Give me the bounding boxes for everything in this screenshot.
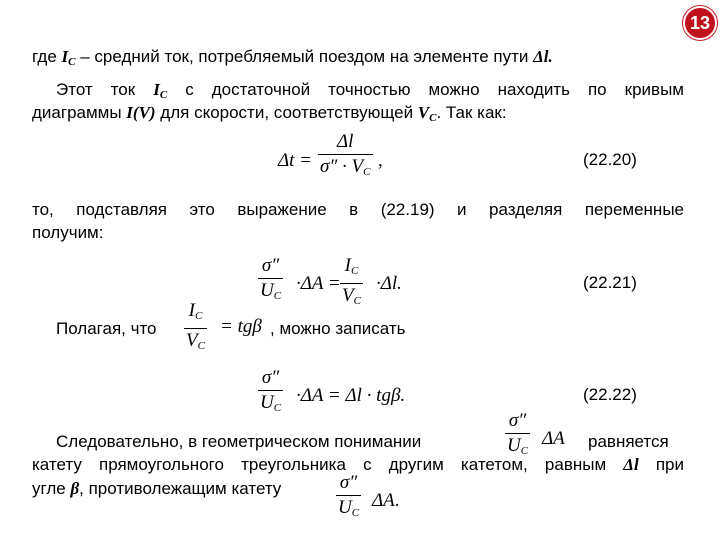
paragraph-1-line-b bbox=[32, 102, 507, 129]
text-segment: катету прямоугольного треугольника с другим катетом, равным bbox=[32, 455, 624, 474]
eq22-fraction bbox=[258, 367, 283, 419]
math-var: I bbox=[153, 80, 160, 99]
text-segment: с достаточной точностью можно находить по кривым bbox=[167, 80, 684, 99]
polagaya-text-2: , можно записать bbox=[270, 319, 406, 338]
eq21-f1-denominator bbox=[258, 280, 283, 307]
eq22-number: (22.22) bbox=[583, 385, 637, 404]
text-segment: угле bbox=[32, 479, 71, 498]
paragraph-2-line-a: то, подставляя это выражение в (22.19) и разделяя переменные bbox=[32, 200, 684, 219]
fraction-bar bbox=[318, 154, 373, 155]
eq20-comma: , bbox=[378, 150, 383, 171]
text-segment: для скорости, соответствующей bbox=[155, 103, 418, 122]
math-var: β bbox=[70, 479, 80, 498]
eq20-lhs: Δt = bbox=[278, 150, 313, 171]
polagaya-text: Полагая, что bbox=[56, 319, 157, 338]
math-sub: C bbox=[273, 290, 282, 302]
eq21-f2-denominator bbox=[340, 285, 363, 312]
math-sub: C bbox=[353, 295, 361, 307]
eq21-fraction-2 bbox=[340, 255, 363, 312]
polagaya-fraction bbox=[184, 300, 207, 357]
math-sub: C bbox=[520, 445, 529, 457]
text-segment: диаграммы bbox=[32, 103, 127, 122]
math-var: I bbox=[61, 47, 69, 66]
math-var: I bbox=[344, 255, 351, 276]
text-segment: при bbox=[638, 455, 684, 474]
text-segment: где bbox=[32, 47, 62, 66]
paragraph-2-line-b: получим: bbox=[32, 223, 104, 242]
eq21-f2-numerator bbox=[340, 255, 363, 282]
math-var: U bbox=[260, 392, 274, 413]
fraction-bar bbox=[258, 390, 283, 391]
math-sub: C bbox=[197, 340, 205, 352]
polagaya-numerator bbox=[184, 300, 207, 327]
text-segment: , противолежащим катету bbox=[79, 479, 282, 498]
math-sub: С bbox=[68, 56, 76, 68]
paragraph-3-line-a-end: равняется bbox=[588, 432, 669, 451]
math-var: ΔA bbox=[372, 490, 395, 511]
math-var: U bbox=[507, 435, 521, 456]
fraction-bar bbox=[336, 495, 361, 496]
math-var: V bbox=[351, 156, 364, 177]
para3-f1-numerator: σ″ bbox=[508, 410, 527, 431]
text-segment: Этот ток bbox=[56, 80, 154, 99]
page-number-badge: 13 bbox=[683, 6, 717, 40]
math-var: V bbox=[417, 103, 430, 122]
math-var: V bbox=[186, 330, 198, 351]
fraction-bar bbox=[258, 278, 283, 279]
math-var: U bbox=[338, 497, 352, 518]
para3-delta-a-1: ΔA bbox=[542, 428, 565, 449]
para3-delta-a-2 bbox=[372, 490, 400, 512]
polagaya-equals: = tgβ bbox=[220, 316, 262, 337]
eq21-f1-numerator: σ″ bbox=[261, 255, 280, 276]
paragraph-3-line-c bbox=[32, 478, 281, 500]
eq20-fraction bbox=[318, 131, 373, 183]
para3-f2-denominator bbox=[336, 497, 361, 524]
math-sub: C bbox=[194, 310, 203, 322]
eq22-numerator: σ″ bbox=[261, 367, 280, 388]
math-sub: C bbox=[351, 507, 360, 519]
fraction-bar bbox=[340, 283, 363, 284]
eq21-tail: ·Δl. bbox=[376, 273, 402, 294]
math-var: I(V) bbox=[126, 103, 156, 122]
eq20-denominator bbox=[318, 156, 373, 183]
eq21-number: (22.21) bbox=[583, 273, 637, 292]
math-var: Δl. bbox=[533, 47, 553, 66]
math-var: V bbox=[342, 285, 354, 306]
math-op: . bbox=[394, 490, 400, 511]
eq20-number: (22.20) bbox=[583, 150, 637, 169]
math-sub: С bbox=[159, 89, 168, 101]
eq21-middle: ·ΔA = bbox=[296, 273, 341, 294]
para3-f2-numerator: σ″ bbox=[339, 472, 358, 493]
math-var: I bbox=[188, 300, 195, 321]
fraction-bar bbox=[505, 433, 530, 434]
math-var: Δl bbox=[623, 455, 639, 474]
math-sub: C bbox=[273, 402, 282, 414]
math-op: · bbox=[337, 156, 352, 177]
fraction-bar bbox=[184, 328, 207, 329]
eq20-numerator: Δl bbox=[337, 131, 354, 152]
eq22-tail: ·ΔA = Δl · tgβ. bbox=[296, 385, 406, 406]
paragraph-3-line-a: Следовательно, в геометрическом понимании bbox=[56, 432, 422, 451]
math-var: U bbox=[260, 280, 274, 301]
text-segment: – средний ток, потребляемый поездом на элементе пути bbox=[75, 47, 534, 66]
text-line-1 bbox=[32, 46, 553, 73]
polagaya-denominator bbox=[184, 330, 207, 357]
eq22-denominator bbox=[258, 392, 283, 419]
text-segment: . Так как: bbox=[436, 103, 507, 122]
math-sub: C bbox=[363, 166, 371, 178]
para3-fraction-2 bbox=[336, 472, 361, 524]
eq21-fraction-1 bbox=[258, 255, 283, 307]
math-var: σ″ bbox=[320, 156, 338, 177]
math-sub: С bbox=[429, 112, 437, 124]
math-sub: C bbox=[350, 265, 359, 277]
